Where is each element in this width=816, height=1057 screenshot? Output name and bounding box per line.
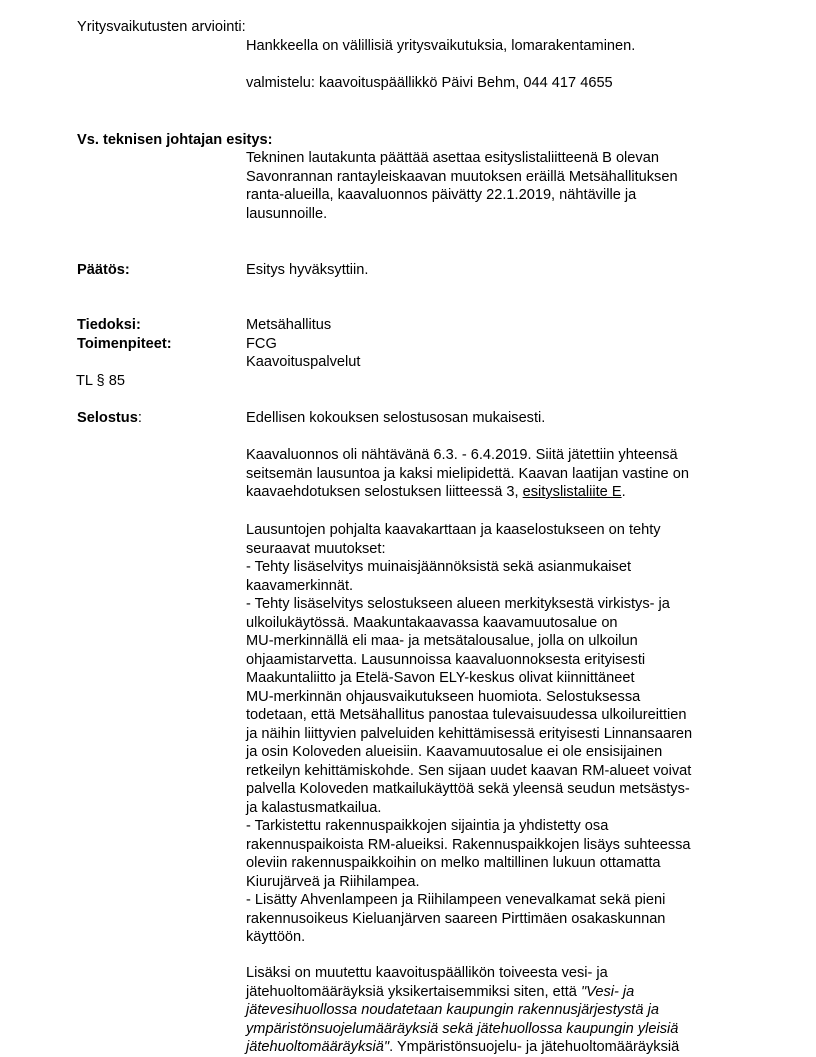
paragraph-line: seuraavat muutokset: — [246, 540, 386, 557]
quoted-regulation: ympäristönsuojelumääräyksiä sekä jätehuollossa kaupungin yleisiä — [246, 1020, 679, 1037]
attachment-link[interactable]: esityslistaliite E — [522, 484, 622, 500]
paragraph-line: retkeilyn kehittämiskohde. Sen sijaan uudet kaavan RM-alueet voivat — [246, 762, 692, 779]
recipient-item: Metsähallitus — [246, 317, 332, 333]
selostus-paragraph-1 — [246, 446, 746, 502]
proposal-line: Savonrannan rantayleiskaavan muutoksen eräillä Metsähallituksen — [246, 168, 678, 185]
paragraph-line: ja kalastusmatkailua. — [246, 799, 382, 816]
paragraph-line: ja näihin liittyvien palveluiden kehittämisessä erityisesti Linnansaaren — [246, 725, 693, 742]
decision-text: Esitys hyväksyttiin. — [246, 262, 369, 278]
paragraph-line — [246, 983, 746, 1002]
quoted-regulation: "Vesi- ja — [580, 983, 635, 1000]
paragraph-line: kaavamerkinnät. — [246, 577, 354, 594]
paragraph-line: - Tarkistettu rakennuspaikkojen sijaintia ja yhdistetty osa — [246, 818, 609, 834]
quoted-regulation: jätehuoltomääräyksiä" — [246, 1039, 390, 1055]
paragraph-line: Maakuntaliitto ja Etelä-Savon ELY-keskus olivat kiinnittäneet — [246, 670, 635, 686]
paragraph-line: palvella Koloveden matkailukäyttöä sekä yleensä seudun metsästys- — [246, 781, 690, 797]
selostus-paragraph-3 — [246, 964, 746, 1057]
paragraph-line: seitsemän lausuntoa ja kaksi mielipidettä. Kaavan laatijan vastine on — [246, 465, 689, 482]
impact-text: Hankkeella on välillisiä yritysvaikutuksia, lomarakentaminen. — [246, 38, 636, 54]
paragraph-line: MU-merkinnällä eli maa- ja metsätalousalue, jolla on ulkoilun — [246, 633, 638, 649]
paragraph-line: rakennusoikeus Kieluanjärven saareen Pirttimäen osakaskunnan — [246, 910, 666, 927]
paragraph-line: - Lisätty Ahvenlampeen ja Riihilampeen venevalkamat sekä pieni — [246, 892, 666, 908]
section-number: TL § 85 — [76, 373, 125, 389]
decision-label: Päätös: — [77, 262, 130, 278]
line-text: kaavaehdotuksen selostuksen liitteessä 3, — [246, 484, 523, 500]
paragraph-line: MU-merkinnän ohjausvaikutukseen huomiota. Selostuksessa — [246, 688, 641, 705]
selostus-label-text: Selostus — [77, 410, 138, 426]
proposal-label: Vs. teknisen johtajan esitys: — [77, 132, 273, 148]
impact-label: Yritysvaikutusten arviointi: — [77, 19, 246, 35]
quoted-regulation: jätevesihuollossa noudatetaan kaupungin rakennusjärjestystä ja — [246, 1002, 659, 1018]
recipient-item: FCG — [246, 336, 277, 352]
paragraph-line: ohjaamistarvetta. Lausunnoissa kaavaluonnoksesta erityisesti — [246, 651, 646, 668]
paragraph-line: oleviin rakennuspaikkoihin on melko maltillinen lukuun ottamatta — [246, 855, 661, 871]
paragraph-line: Lausuntojen pohjalta kaavakarttaan ja kaaselostukseen on tehty — [246, 522, 661, 538]
paragraph-line: käyttöön. — [246, 929, 306, 945]
paragraph-line: ja osin Koloveden alueisiin. Kaavamuutosalue ei ole ensisijainen — [246, 744, 663, 760]
tiedoksi-label: Tiedoksi: — [77, 317, 141, 333]
selostus-label-colon: : — [137, 410, 142, 426]
proposal-text — [246, 149, 746, 223]
toimenpiteet-label: Toimenpiteet: — [77, 336, 172, 352]
proposal-line: ranta-alueilla, kaavaluonnos päivätty 22.1.2019, nähtäville ja — [246, 187, 637, 203]
paragraph-line — [246, 1038, 746, 1057]
recipient-item: Kaavoituspalvelut — [246, 354, 361, 370]
proposal-line: lausunnoille. — [246, 205, 328, 222]
paragraph-line: rakennuspaikoista RM-alueiksi. Rakennuspaikkojen lisäys suhteessa — [246, 836, 691, 853]
selostus-paragraph-2 — [246, 521, 746, 947]
paragraph-line: Kiurujärveä ja Riihilampea. — [246, 873, 420, 890]
paragraph-line: Lisäksi on muutettu kaavoituspäällikön toiveesta vesi- ja — [246, 965, 608, 981]
paragraph-line: Kaavaluonnos oli nähtävänä 6.3. - 6.4.2019. Siitä jätettiin yhteensä — [246, 447, 678, 463]
line-text: . Ympäristönsuojelu- ja jätehuoltomääräyksiä — [389, 1039, 680, 1055]
line-text: jätehuoltomääräyksiä yksikertaisemmiksi siten, että — [246, 983, 581, 1000]
paragraph-line — [246, 483, 746, 502]
selostus-label — [77, 409, 142, 428]
paragraph-line: - Tehty lisäselvitys muinaisjäännöksistä sekä asianmukaiset — [246, 559, 632, 575]
line-text: . — [621, 484, 626, 500]
proposal-line: Tekninen lautakunta päättää asettaa esityslistaliitteenä B olevan — [246, 150, 659, 166]
paragraph-line: ulkoilukäytössä. Maakuntakaavassa kaavamuutosalue on — [246, 614, 618, 631]
paragraph-line: todetaan, että Metsähallitus panostaa tulevaisuudessa ulkoilureittien — [246, 707, 687, 723]
preparer-contact: valmistelu: kaavoituspäällikkö Päivi Behm, 044 417 4655 — [246, 75, 613, 91]
selostus-intro: Edellisen kokouksen selostusosan mukaisesti. — [246, 410, 546, 426]
paragraph-line: - Tehty lisäselvitys selostukseen alueen merkityksestä virkistys- ja — [246, 596, 670, 612]
